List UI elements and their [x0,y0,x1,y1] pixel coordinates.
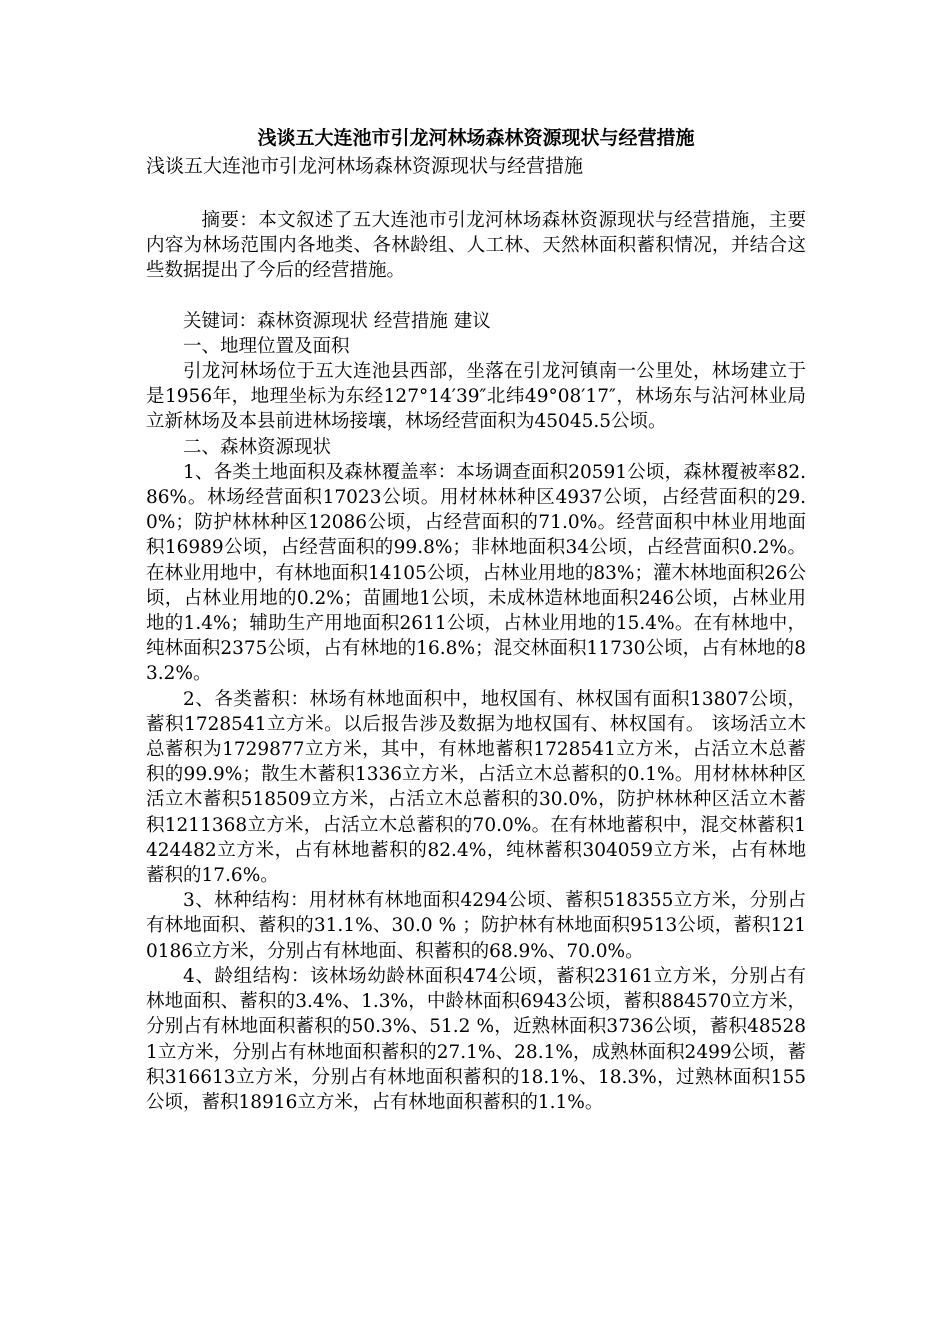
age-group-paragraph: 4、龄组结构：该林场幼龄林面积474公顷，蓄积23161立方米，分别占有林地面积、蓄积的3.4%、1.3%，中龄林面积6943公顷，蓄积884570立方米，分别占有林地面积蓄积的50.3%、51.2 %，近熟林面积3736公顷，蓄积485281立方米，分别占有林地面积蓄积的27.1%、28.1%，成熟林面积2499公顷，蓄积316613立方米，分别占有林地面积蓄积的18.1%、18.3%，过熟林面积155公顷，蓄积18916立方米，占有林地面积蓄积的1.1%。 [146,965,806,1113]
keywords-line: 关键词：森林资源现状 经营措施 建议 [183,310,491,332]
section-heading-resources: 二、森林资源现状 [183,436,332,458]
land-area-paragraph: 1、各类土地面积及森林覆盖率：本场调查面积20591公顷，森林覆被率82.86%。林场经营面积17023公顷。用材林林种区4937公顷，占经营面积的29.0%；防护林林种区12086公顷，占经营面积的71.0%。经营面积中林业用地面积16989公顷，占经营面积的99.8%；非林地面积34公顷，占经营面积0.2%。在林业用地中，有林地面积14105公顷，占林业用地的83%；灌木林地面积26公顷，占林业用地的0.2%；苗圃地1公顷，未成林造林地面积246公顷，占林业用地的1.4%；辅助生产用地面积2611公顷，占林业用地的15.4%。在有林地中，纯林面积2375公顷，占有林地的16.8%；混交林面积11730公顷，占有林地的83.2%。 [146,461,807,685]
document-title: 浅谈五大连池市引龙河林场森林资源现状与经营措施 [257,127,695,149]
forest-type-paragraph: 3、林种结构：用材林有林地面积4294公顷、蓄积518355立方米，分别占有林地面积、蓄积的31.1%、30.0 % ；防护林有林地面积9513公顷，蓄积1210186立方米，分别占有林地面、积蓄积的68.9%、70.0%。 [146,890,806,962]
abstract-paragraph: 摘要：本文叙述了五大连池市引龙河林场森林资源现状与经营措施，主要内容为林场范围内各地类、各林龄组、人工林、天然林面积蓄积情况，并结合这些数据提出了今后的经营措施。 [146,210,806,282]
document-page [146,124,806,1115]
document-subtitle: 浅谈五大连池市引龙河林场森林资源现状与经营措施 [146,155,584,177]
stock-volume-paragraph: 2、各类蓄积：林场有林地面积中，地权国有、林权国有面积13807公顷，蓄积1728541立方米。以后报告涉及数据为地权国有、林权国有。 该场活立木总蓄积为1729877立方米，其中，有林地蓄积1728541立方米，占活立木总蓄积的99.9%；散生木蓄积1336立方米，占活立木总蓄积的0.1%。用材林林种区活立木蓄积518509立方米，占活立木总蓄积的30.0%，防护林林种区活立木蓄积1211368立方米，占活立木总蓄积的70.0%。在有林地蓄积中，混交林蓄积1424482立方米，占有林地蓄积的82.4%，纯林蓄积304059立方米，占有林地蓄积的17.6%。 [146,688,806,887]
section-heading-location: 一、地理位置及面积 [183,335,350,357]
location-paragraph: 引龙河林场位于五大连池县西部，坐落在引龙河镇南一公里处，林场建立于是1956年，地理坐标为东经127°14′39″北纬49°08′17″，林场东与沾河林业局立新林场及本县前进林场接壤，林场经营面积为45045.5公顷。 [146,361,806,433]
